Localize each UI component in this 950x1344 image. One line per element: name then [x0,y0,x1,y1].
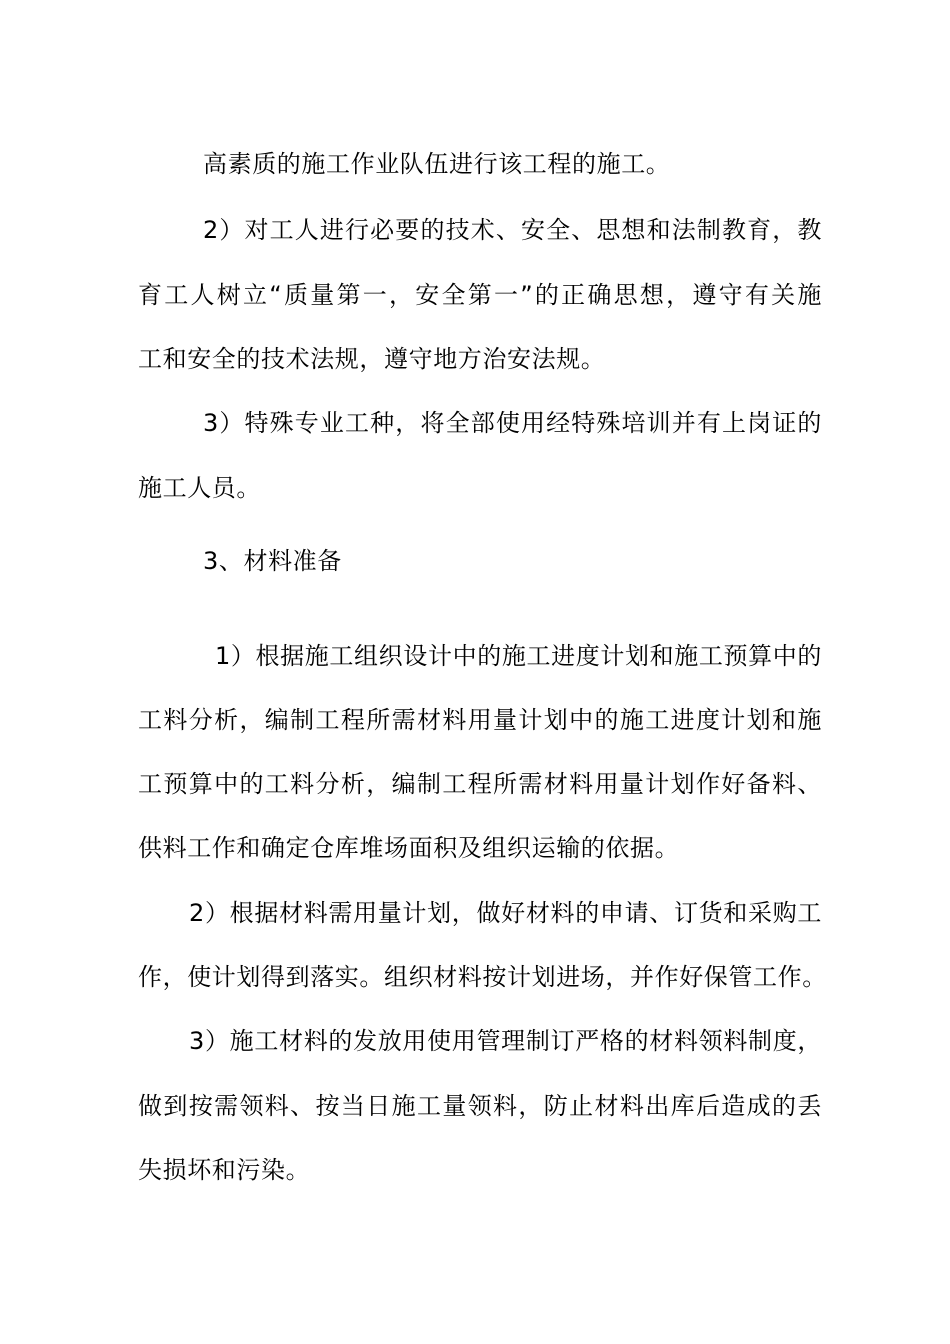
text-line-5: 3）特殊专业工种，将全部使用经特殊培训并有上岗证的 [203,409,822,437]
text-line-6: 施工人员。 [138,474,261,502]
text-line-15: 做到按需领料、按当日施工量领料，防止材料出库后造成的丢 [138,1092,822,1120]
text-line-4: 工和安全的技术法规，遵守地方治安法规。 [138,345,606,373]
text-line-8: 1）根据施工组织设计中的施工进度计划和施工预算中的 [215,642,822,670]
text-line-13: 作，使计划得到落实。组织材料按计划进场，并作好保管工作。 [138,963,827,991]
text-line-9: 工料分析，编制工程所需材料用量计划中的施工进度计划和施 [138,706,822,734]
section-heading: 3、材料准备 [203,547,342,575]
text-line-16: 失损坏和污染。 [138,1156,311,1184]
text-line-14: 3）施工材料的发放用使用管理制订严格的材料领料制度， [189,1027,822,1055]
text-line-3: 育工人树立“质量第一，安全第一”的正确思想，遵守有关施 [138,281,822,309]
text-line-1: 高素质的施工作业队伍进行该工程的施工。 [203,150,671,178]
text-line-2: 2）对工人进行必要的技术、安全、思想和法制教育，教 [203,216,822,244]
text-line-12: 2）根据材料需用量计划，做好材料的申请、订货和采购工 [189,899,822,927]
text-line-11: 供料工作和确定仓库堆场面积及组织运输的依据。 [138,834,680,862]
text-line-10: 工预算中的工料分析，编制工程所需材料用量计划作好备料、 [138,770,822,798]
